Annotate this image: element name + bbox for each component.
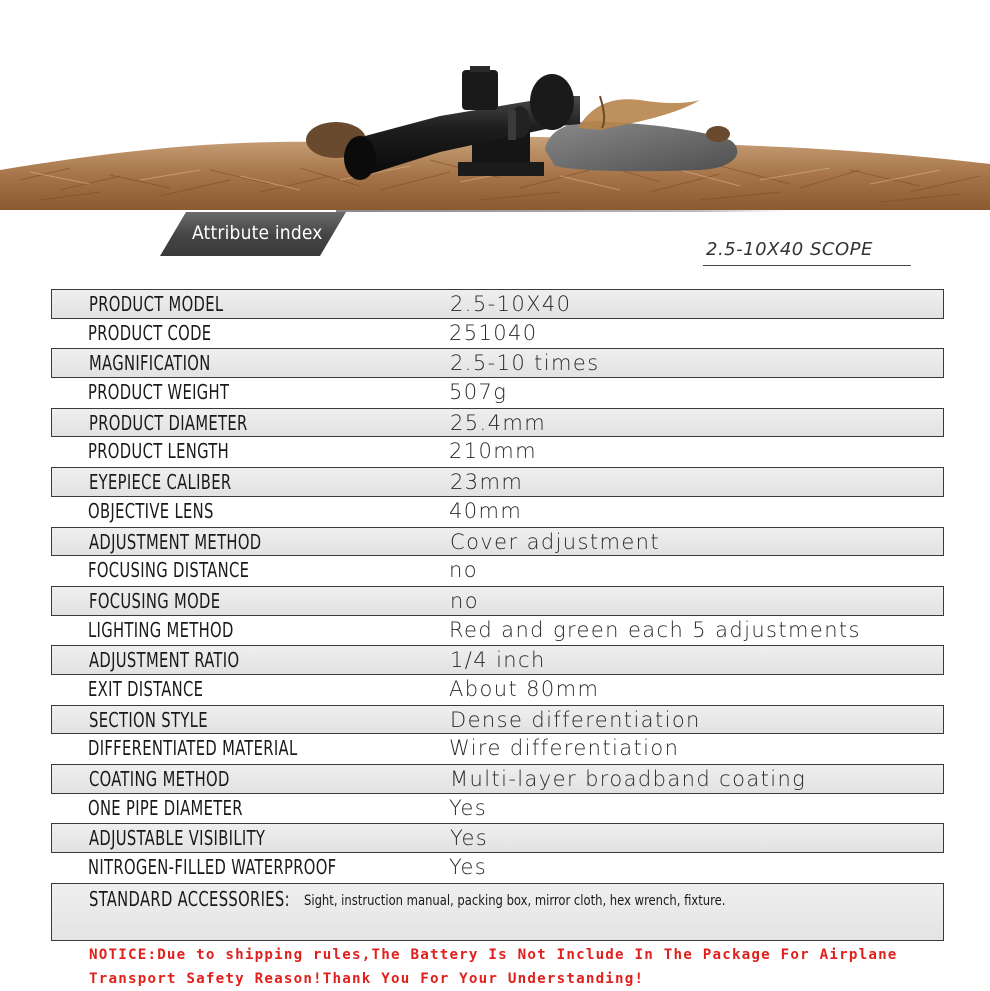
spec-row [51,497,944,527]
spec-row [51,823,944,853]
spec-row [51,289,944,319]
spec-label: EYEPIECE CALIBER [89,470,232,495]
accessories-value: Sight, instruction manual, packing box, mirror cloth, hex wrench, fixture. [304,893,726,909]
spec-label: NITROGEN-FILLED WATERPROOF [88,855,337,880]
spec-label: ADJUSTABLE VISIBILITY [89,826,266,851]
spec-row [51,527,944,557]
spec-label: OBJECTIVE LENS [88,498,214,523]
spec-value: 210mm [449,439,537,464]
spec-row [51,853,944,883]
spec-row [51,437,944,467]
scope-photo-illustration [0,0,990,210]
spec-label: DIFFERENTIATED MATERIAL [88,736,298,761]
scope-title: 2.5-10X40 SCOPE [706,239,873,260]
spec-value: Yes [449,795,488,820]
spec-value: 25.4mm [450,410,547,435]
spec-row [51,675,944,705]
notice-line-1: NOTICE:Due to shipping rules,The Battery Is Not Include In The Package For Airplane [89,947,898,963]
spec-row [51,794,944,824]
spec-row [51,348,944,378]
spec-label: FOCUSING DISTANCE [88,558,250,583]
spec-label: MAGNIFICATION [89,351,211,376]
spec-label: PRODUCT CODE [88,320,212,345]
spec-value: Cover adjustment [450,529,661,554]
spec-label: PRODUCT LENGTH [88,439,230,464]
spec-label: SECTION STYLE [89,707,208,732]
spec-value: Multi-layer broadband coating [450,767,807,791]
scope-title-underline [703,265,911,266]
spec-row [51,556,944,586]
spec-value: 251040 [449,320,538,345]
spec-value: 40mm [449,498,523,523]
spec-row [51,705,944,735]
product-photo [0,0,990,210]
spec-row [51,764,944,794]
spec-value: Wire differentiation [449,736,680,761]
spec-value: 2.5-10X40 [450,292,572,316]
header-rule [336,210,788,212]
spec-value: no [449,558,478,583]
spec-row [51,378,944,408]
spec-label: FOCUSING MODE [89,588,221,613]
spec-label: ADJUSTMENT METHOD [89,529,262,554]
spec-label: COATING METHOD [89,767,230,791]
notice-line-2: Transport Safety Reason!Thank You For Your Understanding! [89,971,645,987]
spec-row [51,734,944,764]
spec-value: no [450,588,479,613]
spec-table [51,289,944,883]
spec-value: Dense differentiation [450,707,701,732]
spec-label: ONE PIPE DIAMETER [88,795,243,820]
spec-label: EXIT DISTANCE [88,676,204,701]
spec-row [51,408,944,438]
spec-value: 507g [449,380,508,405]
spec-row [51,467,944,497]
accessories-row [51,883,944,941]
shipping-notice [89,943,969,991]
accessories-label: STANDARD ACCESSORIES: [89,887,290,911]
spec-row [51,319,944,349]
spec-value: 1/4 inch [450,648,546,673]
spec-row [51,616,944,646]
spec-value: About 80mm [449,676,600,701]
spec-value: 2.5-10 times [450,351,600,376]
spec-value: Red and green each 5 adjustments [449,617,861,642]
spec-label: PRODUCT WEIGHT [88,380,230,405]
spec-label: PRODUCT DIAMETER [89,410,248,435]
spec-row [51,645,944,675]
attribute-index-label: Attribute index [192,222,323,244]
spec-label: PRODUCT MODEL [89,292,224,316]
spec-label: ADJUSTMENT RATIO [89,648,240,673]
spec-value: Yes [449,855,488,880]
spec-value: Yes [450,826,489,851]
spec-value: 23mm [450,470,524,495]
spec-label: LIGHTING METHOD [88,617,234,642]
spec-row [51,586,944,616]
